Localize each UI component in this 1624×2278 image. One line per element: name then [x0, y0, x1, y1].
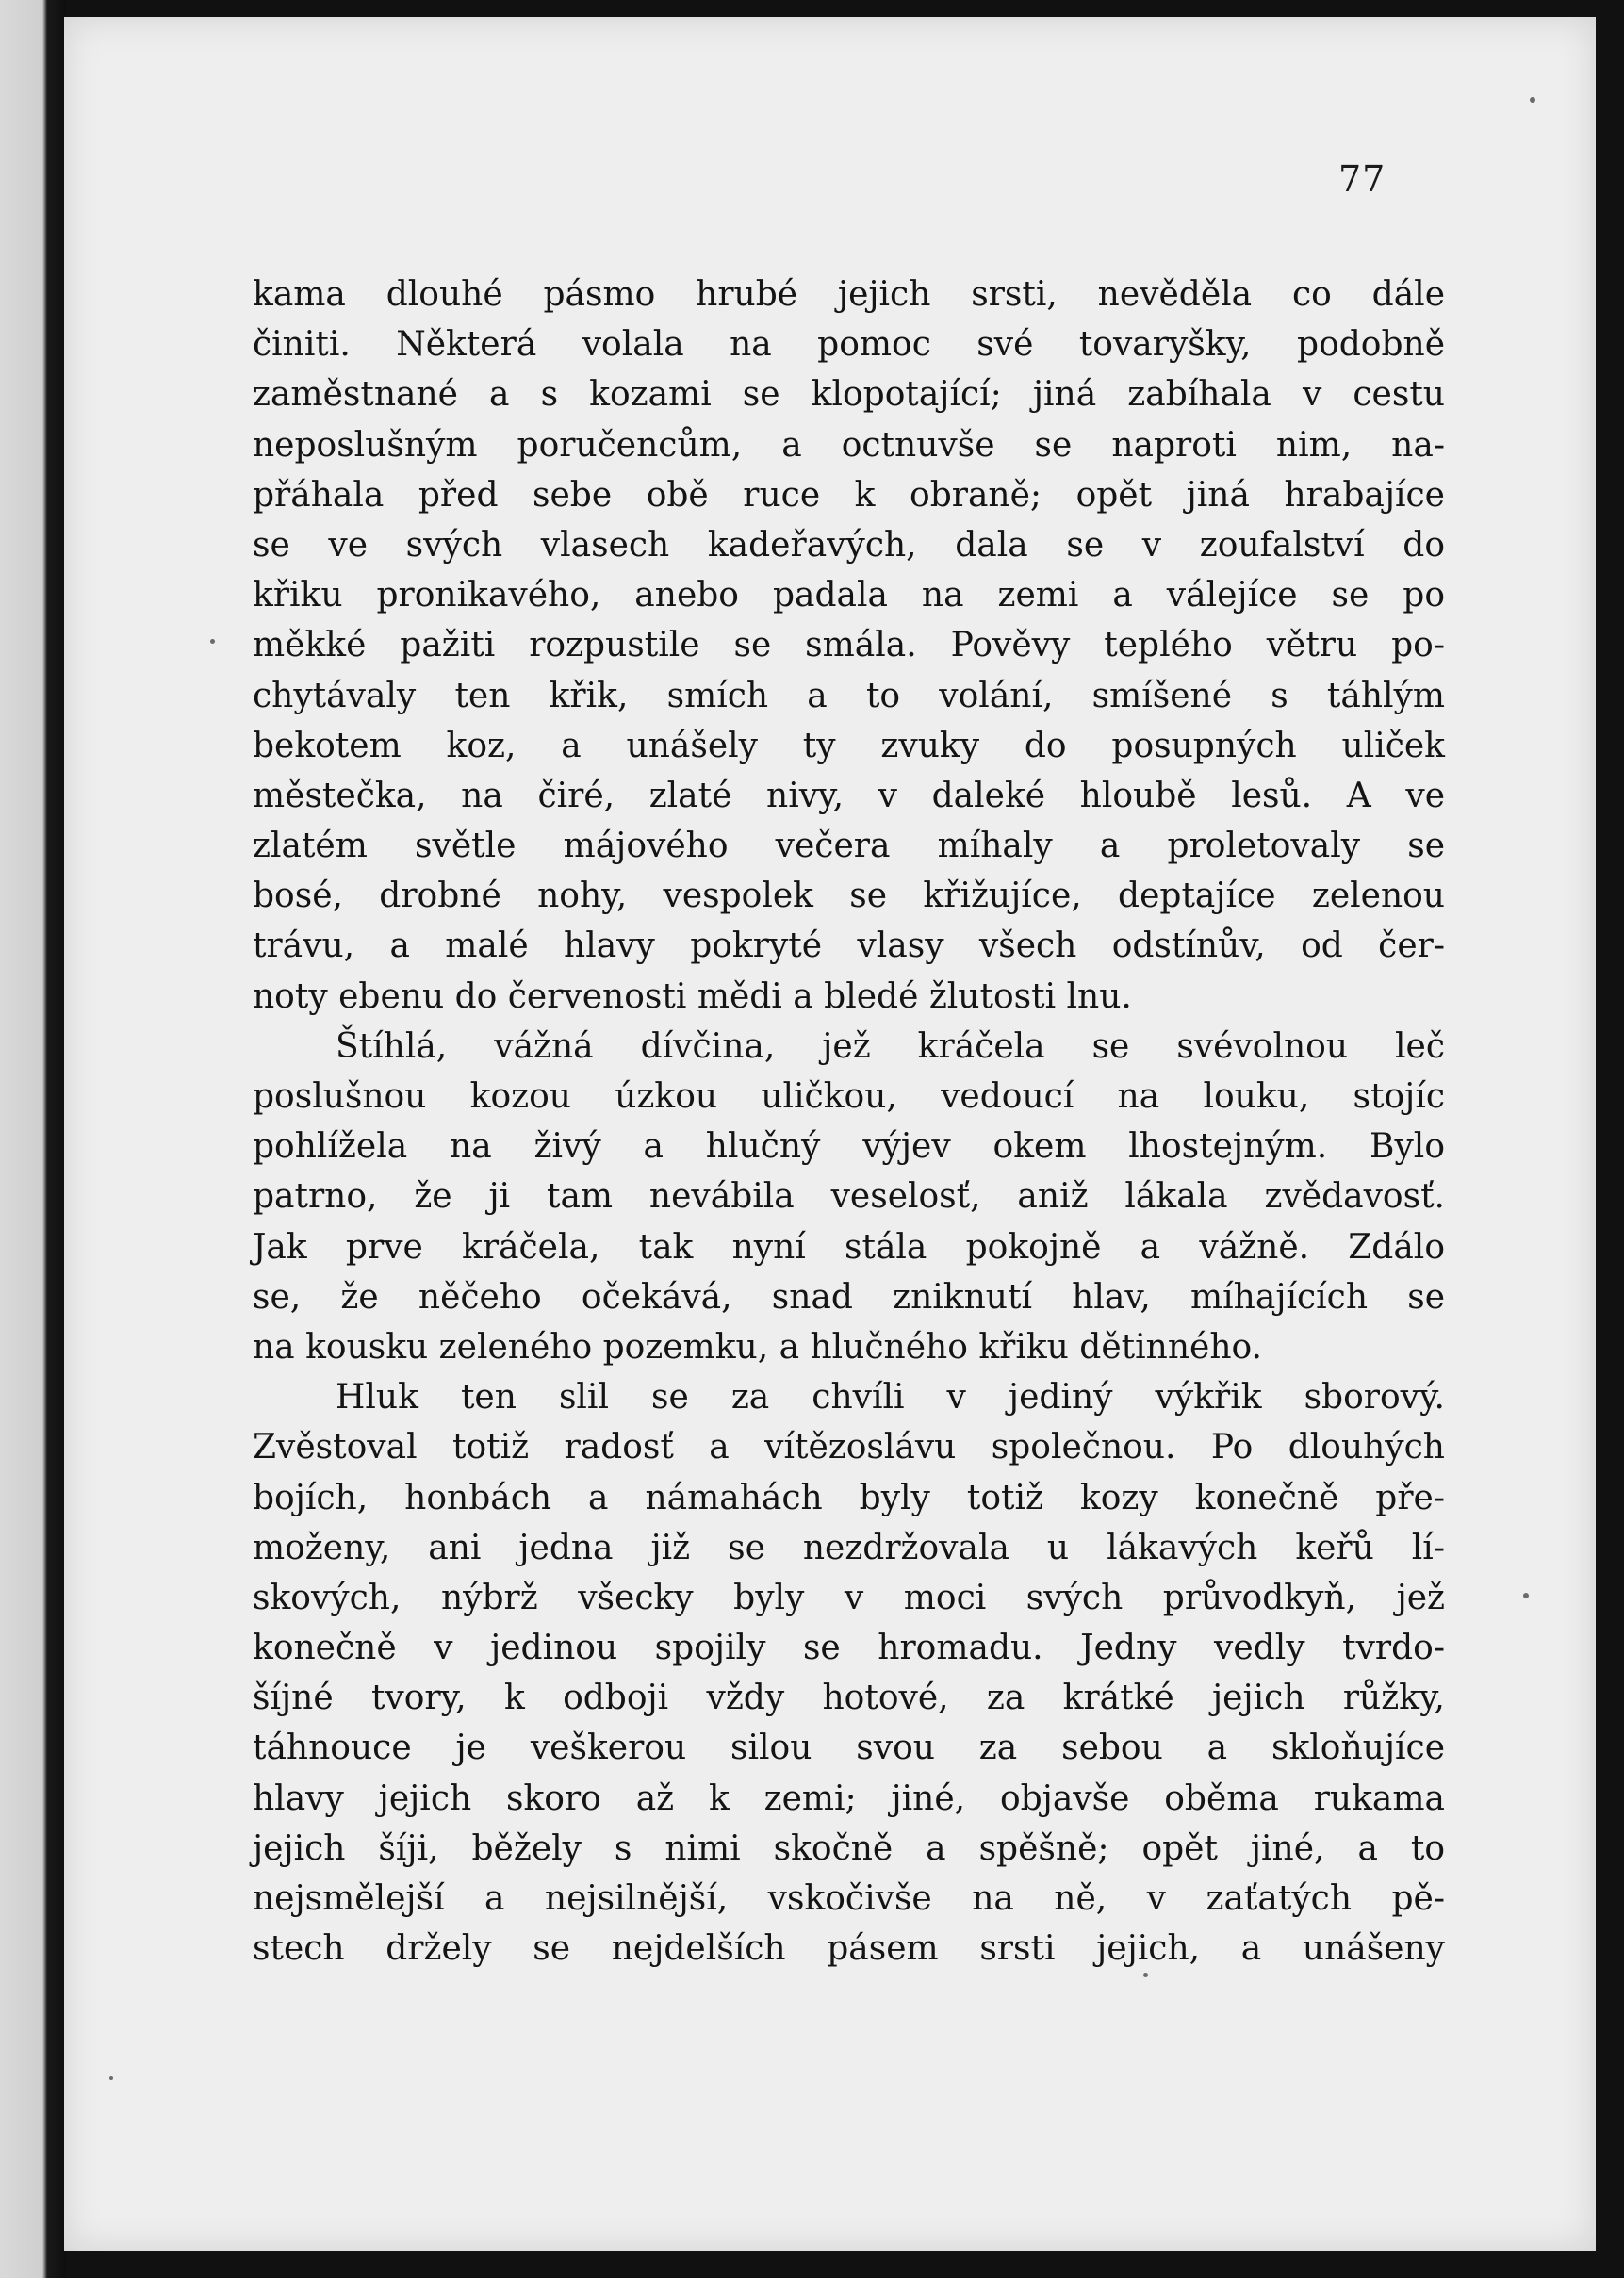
text-line: nejsmělejší a nejsilnější, vskočivše na ně, v zaťatých pě-: [253, 1879, 1445, 1918]
text-line: měkké pažiti rozpustile se smála. Pověvy teplého větru po-: [253, 626, 1445, 665]
text-line: přáhala před sebe obě ruce k obraně; opět jiná hrabajíce: [253, 475, 1445, 515]
text-line: chytávaly ten křik, smích a to volání, smíšené s táhlým: [253, 676, 1445, 715]
text-line: šíjné tvory, k odboji vždy hotové, za krátké jejich růžky,: [253, 1679, 1445, 1718]
text-line: hlavy jejich skoro až k zemi; jiné, objavše oběma rukama: [253, 1778, 1445, 1818]
text-line: stech držely se nejdelších pásem srsti jejich, a unášeny: [253, 1929, 1445, 1969]
text-line: zlatém světle májového večera míhaly a proletovaly se: [253, 827, 1445, 866]
text-line: se, že něčeho očekává, snad zniknutí hlav, míhajících se: [253, 1277, 1445, 1317]
text-line: Zvěstoval totiž radosť a vítězoslávu společnou. Po dlouhých: [253, 1428, 1445, 1467]
text-line: činiti. Některá volala na pomoc své tovaryšky, podobně: [253, 325, 1445, 365]
text-line-paragraph-start: Hluk ten slil se za chvíli v jediný výkřik sborový.: [336, 1378, 1445, 1418]
book-gutter: [0, 0, 66, 2278]
text-line: křiku pronikavého, anebo padala na zemi a válejíce se po: [253, 576, 1445, 615]
text-line: konečně v jedinou spojily se hromadu. Jedny vedly tvrdo-: [253, 1629, 1445, 1668]
book-page: [64, 17, 1596, 2251]
text-line: poslušnou kozou úzkou uličkou, vedoucí na louku, stojíc: [253, 1077, 1445, 1116]
dust-speck: [109, 2076, 113, 2080]
dust-speck: [1143, 1973, 1148, 1977]
text-line: bekotem koz, a unášely ty zvuky do posupných uliček: [253, 726, 1445, 765]
body-text: [253, 270, 1445, 1974]
dust-speck: [1530, 97, 1535, 103]
page-number: 77: [1338, 158, 1386, 200]
text-line: se ve svých vlasech kadeřavých, dala se v zoufalství do: [253, 525, 1445, 565]
text-line: kama dlouhé pásmo hrubé jejich srsti, nevěděla co dále: [253, 275, 1445, 314]
text-line: bojích, honbách a námahách byly totiž kozy konečně pře-: [253, 1478, 1445, 1517]
text-line-paragraph-start: Štíhlá, vážná dívčina, jež kráčela se svévolnou leč: [336, 1026, 1445, 1066]
text-line: skových, nýbrž všecky byly v moci svých průvodkyň, jež: [253, 1578, 1445, 1617]
text-line-paragraph-end: noty ebenu do červenosti mědi a bledé žlutosti lnu.: [253, 976, 1132, 1016]
text-line: patrno, že ji tam nevábila veselosť, aniž lákala zvědavosť.: [253, 1177, 1445, 1217]
dust-speck: [1523, 1593, 1529, 1598]
text-line: táhnouce je veškerou silou svou za sebou a skloňujíce: [253, 1729, 1445, 1768]
text-line-paragraph-end: na kousku zeleného pozemku, a hlučného křiku dětinného.: [253, 1327, 1262, 1367]
text-line: městečka, na čiré, zlaté nivy, v daleké hloubě lesů. A ve: [253, 776, 1445, 815]
text-line: Jak prve kráčela, tak nyní stála pokojně a vážně. Zdálo: [253, 1227, 1445, 1267]
text-line: trávu, a malé hlavy pokryté vlasy všech odstínův, od čer-: [253, 926, 1445, 966]
text-line: moženy, ani jedna již se nezdržovala u lákavých keřů lí-: [253, 1528, 1445, 1567]
dust-speck: [210, 639, 215, 644]
text-line: bosé, drobné nohy, vespolek se křižujíce, deptajíce zelenou: [253, 877, 1445, 916]
text-line: zaměstnané a s kozami se klopotající; jiná zabíhala v cestu: [253, 375, 1445, 415]
text-line: neposlušným poručencům, a octnuvše se naproti nim, na-: [253, 425, 1445, 465]
text-line: jejich šíji, běžely s nimi skočně a spěšně; opět jiné, a to: [253, 1828, 1445, 1868]
text-line: pohlížela na živý a hlučný výjev okem lhostejným. Bylo: [253, 1127, 1445, 1167]
